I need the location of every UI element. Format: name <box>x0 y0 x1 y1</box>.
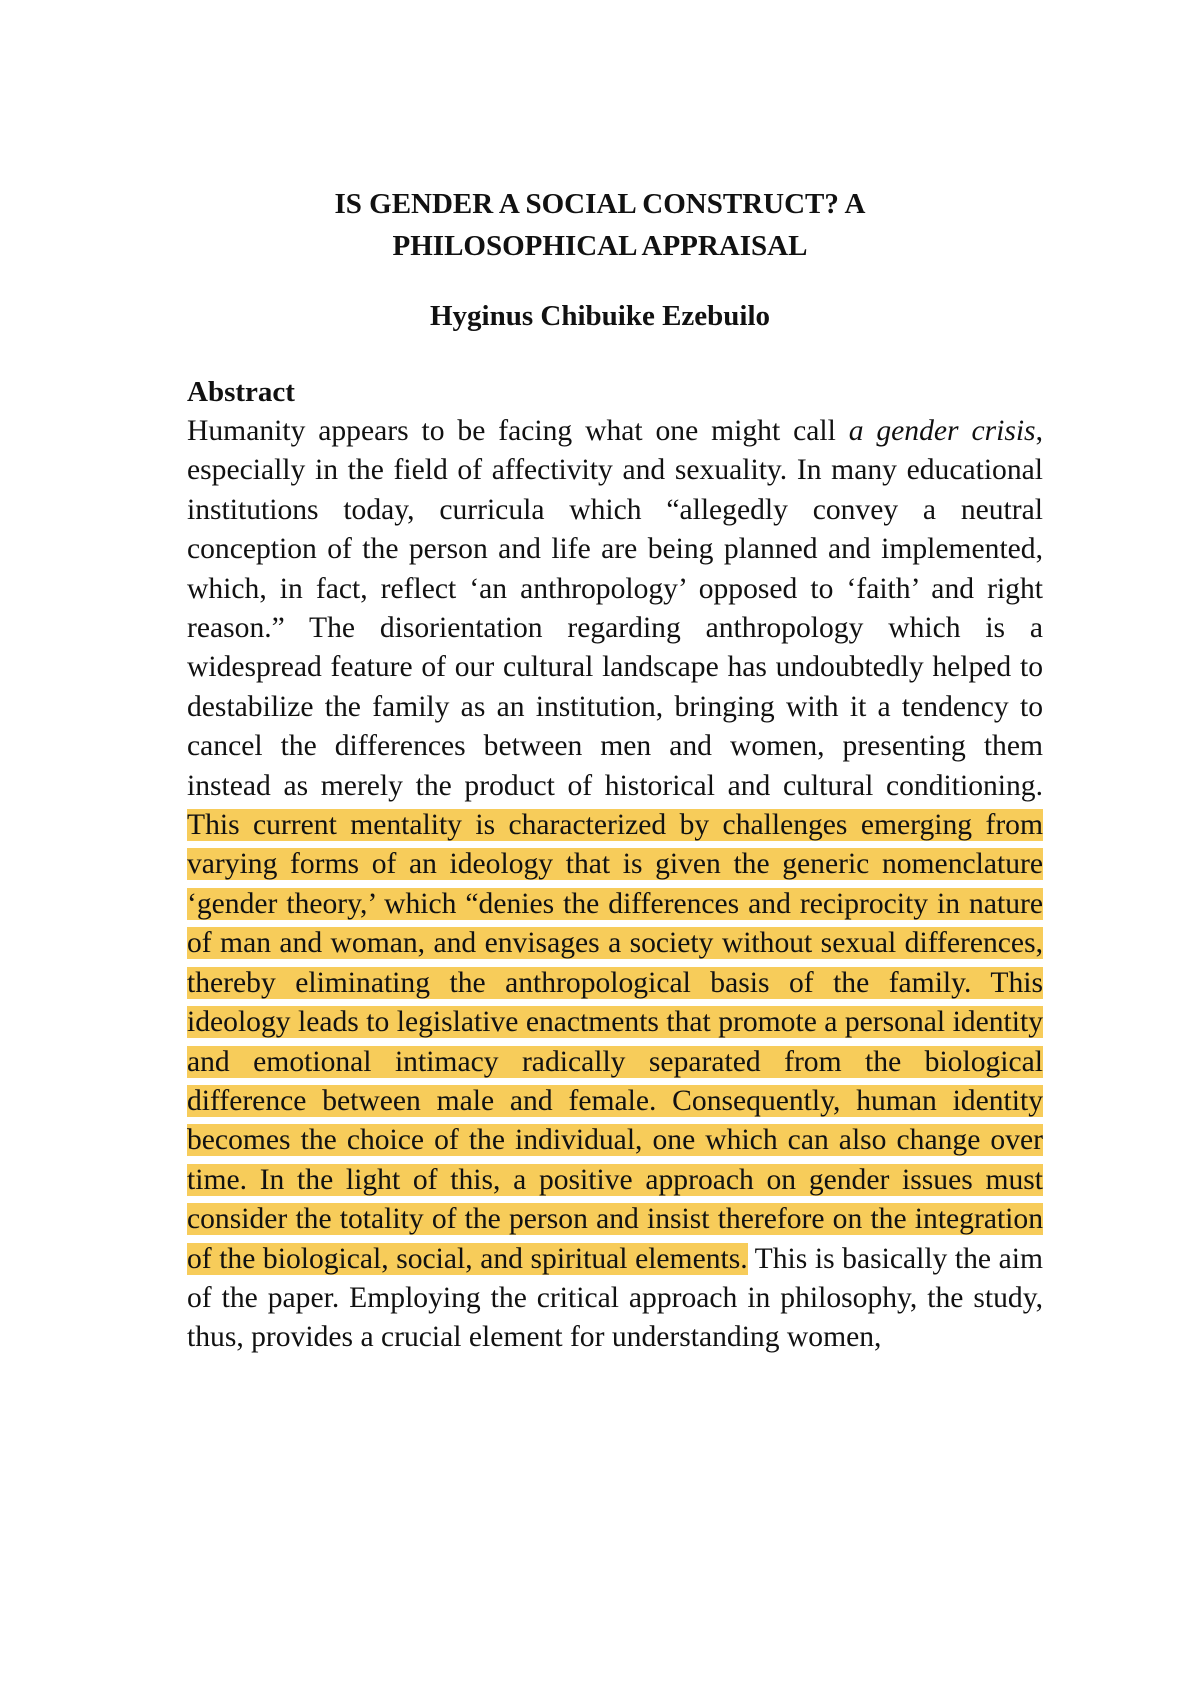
abstract-heading: Abstract <box>187 376 295 408</box>
abstract-body <box>187 412 1043 1358</box>
abstract-text-intro: Humanity appears to be facing what one might call <box>187 415 849 447</box>
highlighted-passage-2[interactable]: This ideology leads to legislative enactments that promote a personal identity and emotional intimacy radically separated from the biological difference between male and female. Consequently, human identity becomes the choice of the individual, one which can also change over time. In the light of this, a positive approach on gender issues must consider the totality of the person and insist therefore on the integration of the biological, social, and spiritual elements. <box>187 966 1043 1275</box>
paper-title-line-2: PHILOSOPHICAL APPRAISAL <box>392 230 808 262</box>
paper-author: Hyginus Chibuike Ezebuilo <box>429 300 771 332</box>
abstract-text-conclusion: This is basically the aim of the paper. Employing the critical approach in philosophy, the study, thus, provides a crucial element for understanding women, <box>187 1242 1043 1354</box>
paper-title-line-1: IS GENDER A SOCIAL CONSTRUCT? A <box>334 188 866 220</box>
highlighted-passage-1[interactable]: This current mentality is characterized by challenges emerging from varying forms of an ideology that is given the generic nomenclature ‘gender theory,’ which “denies the differences and reciprocity in nature of man and woman, and envisages a society without sexual differences, thereby eliminating the anthropological basis of the family. <box>187 809 1043 999</box>
paper-title <box>150 183 1050 267</box>
abstract-italic-phrase: a gender crisis <box>848 415 1036 447</box>
abstract-text-context: , especially in the field of affectivity and sexuality. In many educational institutions today, curricula which “allegedly convey a neutral conception of the person and life are being planned and implemented, which, in fact, reflect ‘an anthropology’ opposed to ‘faith’ and right reason.” The disorientation regarding anthropology which is a widespread feature of our cultural landscape has undoubtedly helped to destabilize the family as an institution, bringing with it a tendency to cancel the differences between men and women, presenting them instead as merely the product of historical and cultural conditioning. <box>187 415 1043 802</box>
